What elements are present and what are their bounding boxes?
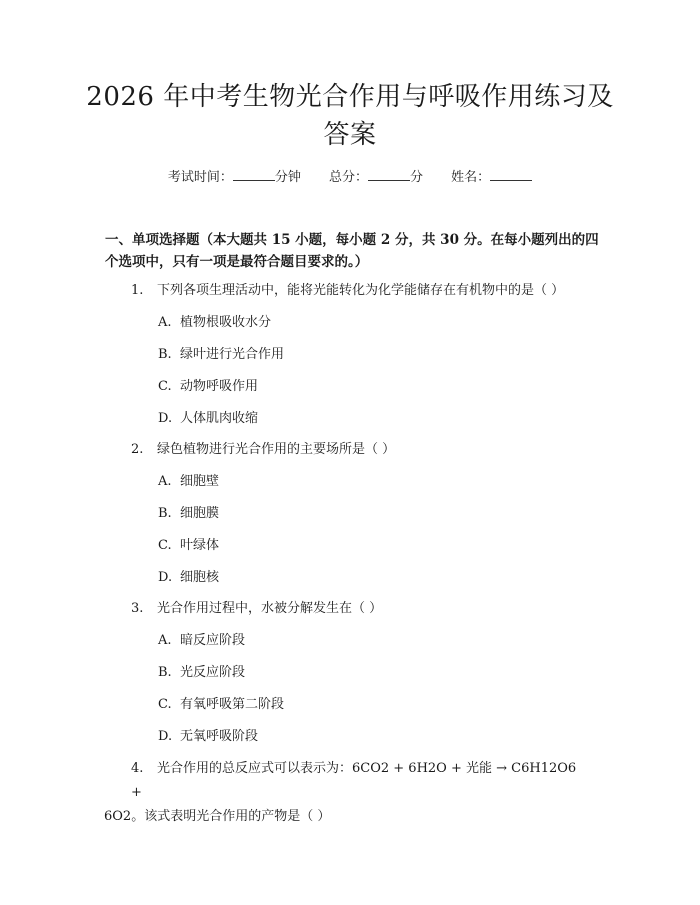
- time-label: 考试时间：: [167, 170, 233, 185]
- question-number: 2.: [131, 442, 144, 457]
- option-3b[interactable]: [158, 663, 245, 683]
- question-3: [131, 597, 591, 621]
- title-line-1: 2026 年中考生物光合作用与呼吸作用练习及: [86, 82, 614, 112]
- option-text: 人体肌肉收缩: [180, 411, 259, 426]
- option-text: 绿叶进行光合作用: [180, 347, 285, 362]
- question-2: [131, 438, 591, 462]
- option-letter: D.: [158, 411, 173, 426]
- option-text: 叶绿体: [180, 538, 220, 553]
- option-letter: A.: [158, 633, 172, 648]
- option-2b[interactable]: [158, 504, 219, 524]
- option-text: 植物根吸收水分: [180, 315, 272, 330]
- option-1a[interactable]: [158, 313, 271, 333]
- option-letter: D.: [158, 570, 173, 585]
- time-blank[interactable]: [233, 168, 275, 181]
- question-text: 光合作用过程中，水被分解发生在（ ）: [157, 601, 383, 616]
- score-blank[interactable]: [368, 168, 410, 181]
- option-letter: A.: [158, 474, 172, 489]
- section-heading: 一、单项选择题（本大题共 15 小题，每小题 2 分，共 30 分。在每小题列出的四个选项中，只有一项是最符合题目要求的。）: [105, 232, 599, 270]
- option-text: 细胞膜: [180, 506, 220, 521]
- student-name: [451, 168, 532, 188]
- option-letter: B.: [158, 665, 172, 680]
- option-letter: C.: [158, 538, 172, 553]
- option-3c[interactable]: [158, 695, 284, 715]
- option-text: 光反应阶段: [180, 665, 246, 680]
- title-line-2: 答案: [323, 120, 377, 150]
- question-text-line-2: 6O2。该式表明光合作用的产物是（ ）: [104, 809, 331, 824]
- question-text: 下列各项生理活动中，能将光能转化为化学能储存在有机物中的是（ ）: [157, 283, 565, 298]
- exam-meta: [0, 168, 700, 188]
- option-letter: B.: [158, 347, 172, 362]
- option-letter: A.: [158, 315, 172, 330]
- time-unit: 分钟: [274, 170, 301, 185]
- question-number: 4.: [131, 761, 144, 776]
- question-4: [104, 757, 591, 829]
- question-text-line-1: 光合作用的总反应式可以表示为：6CO2 + 6H2O + 光能 → C6H12O6 +: [131, 761, 577, 800]
- question-number: 1.: [131, 283, 144, 298]
- option-3a[interactable]: [158, 631, 245, 651]
- option-2c[interactable]: [158, 536, 219, 556]
- question-text: 绿色植物进行光合作用的主要场所是（ ）: [157, 442, 396, 457]
- exam-time: [168, 168, 301, 188]
- page-title: [70, 78, 630, 154]
- option-text: 无氧呼吸阶段: [180, 729, 259, 744]
- score-label: 总分：: [328, 170, 368, 185]
- option-text: 有氧呼吸第二阶段: [180, 697, 285, 712]
- question-number: 3.: [131, 601, 144, 616]
- option-letter: C.: [158, 697, 172, 712]
- question-1: [131, 279, 591, 303]
- name-blank[interactable]: [490, 168, 532, 181]
- option-1c[interactable]: [158, 377, 258, 397]
- option-letter: D.: [158, 729, 173, 744]
- option-text: 细胞壁: [180, 474, 220, 489]
- name-label: 姓名：: [451, 170, 491, 185]
- option-2d[interactable]: [158, 568, 219, 588]
- score-unit: 分: [410, 170, 424, 185]
- option-text: 动物呼吸作用: [180, 379, 259, 394]
- option-3d[interactable]: [158, 727, 258, 747]
- option-2a[interactable]: [158, 472, 219, 492]
- total-score: [329, 168, 423, 188]
- option-text: 细胞核: [180, 570, 220, 585]
- option-letter: C.: [158, 379, 172, 394]
- option-1d[interactable]: [158, 409, 258, 429]
- option-text: 暗反应阶段: [180, 633, 246, 648]
- option-1b[interactable]: [158, 345, 284, 365]
- option-letter: B.: [158, 506, 172, 521]
